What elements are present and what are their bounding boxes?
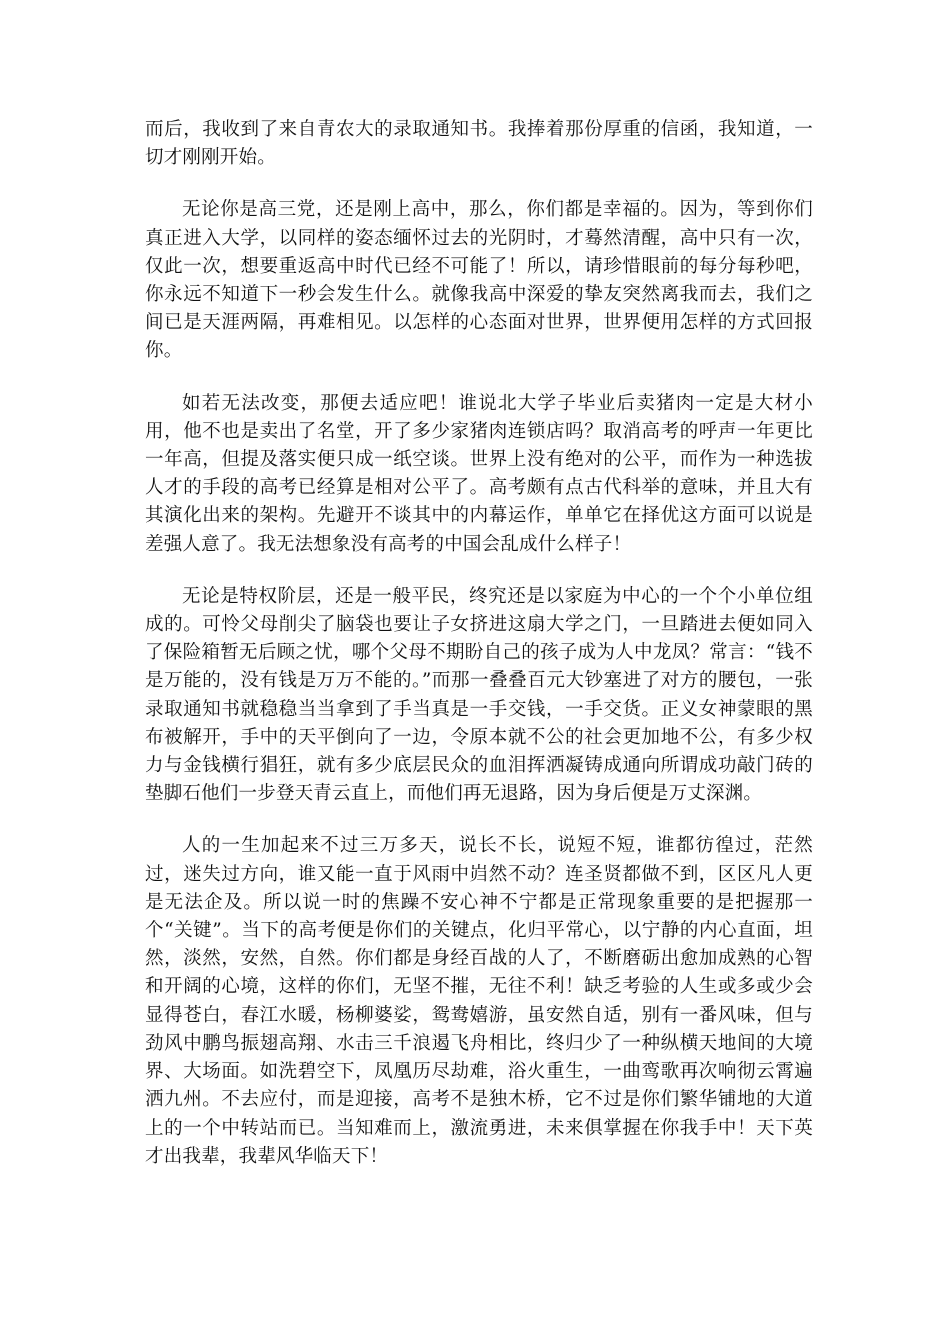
paragraph-2: 无论你是高三党，还是刚上高中，那么，你们都是幸福的。因为，等到你们真正进入大学，以同样的姿态缅怀过去的光阴时，才蓦然清醒，高中只有一次，仅此一次，想要重返高中时代已经不可能了！所以，请珍惜眼前的每分每秒吧，你永远不知道下一秒会发生什么。就像我高中深爱的挚友突然离我而去，我们之间已是天涯两隔，再难相见。以怎样的心态面对世界，世界便用怎样的方式回报你。 (145, 199, 813, 362)
paragraph-5: 人的一生加起来不过三万多天，说长不长，说短不短，谁都彷徨过，茫然过，迷失过方向，谁又能一直于风雨中岿然不动？连圣贤都做不到，区区凡人更是无法企及。所以说一时的焦躁不安心神不宁都是正常现象重要的是把握那一个“关键”。当下的高考便是你们的关键点，化归平常心，以宁静的内心直面，坦然，淡然，安然，自然。你们都是身经百战的人了，不断磨砺出愈加成熟的心智和开阔的心境，这样的你们，无坚不摧，无往不利！缺乏考验的人生或多或少会显得苍白，春江水暖，杨柳婆娑，鸳鸯嬉游，虽安然自适，别有一番风味，但与劲风中鹏鸟振翅高翔、水击三千浪遏飞舟相比，终归少了一种纵横天地间的大境界、大场面。如洗碧空下，凤凰历尽劫难，浴火重生，一曲鸾歌再次响彻云霄遍洒九州。不去应付，而是迎接，高考不是独木桥，它不过是你们繁华铺地的大道上的一个中转站而已。当知难而上，激流勇进，未来俱掌握在你我手中！天下英才出我辈，我辈风华临天下！ (145, 835, 813, 1167)
paragraph-4: 无论是特权阶层，还是一般平民，终究还是以家庭为中心的一个个小单位组成的。可怜父母削尖了脑袋也要让子女挤进这扇大学之门，一旦踏进去便如同入了保险箱暂无后顾之忧，哪个父母不期盼自己的孩子成为人中龙凤？常言：“钱不是万能的，没有钱是万万不能的。”而那一叠叠百元大钞塞进了对方的腰包，一张录取通知书就稳稳当当拿到了手当真是一手交钱，一手交货。正义女神蒙眼的黑布被解开，手中的天平倒向了一边，令原本就不公的社会更加地不公，有多少权力与金钱横行猖狂，就有多少底层民众的血泪挥洒凝铸成通向所谓成功敲门砖的垫脚石他们一步登天青云直上，而他们再无退路，因为身后便是万丈深渊。 (145, 585, 813, 805)
paragraph-3: 如若无法改变，那便去适应吧！谁说北大学子毕业后卖猪肉一定是大材小用，他不也是卖出了名堂，开了多少家猪肉连锁店吗？取消高考的呼声一年更比一年高，但提及落实便只成一纸空谈。世界上没有绝对的公平，而作为一种选拔人才的手段的高考已经算是相对公平了。高考颇有点古代科举的意味，并且大有其演化出来的架构。先避开不谈其中的内幕运作，单单它在择优这方面可以说是差强人意了。我无法想象没有高考的中国会乱成什么样子！ (145, 392, 813, 555)
paragraph-1: 而后，我收到了来自青农大的录取通知书。我捧着那份厚重的信函，我知道，一切才刚刚开始。 (145, 119, 813, 169)
document-body (145, 116, 813, 1171)
